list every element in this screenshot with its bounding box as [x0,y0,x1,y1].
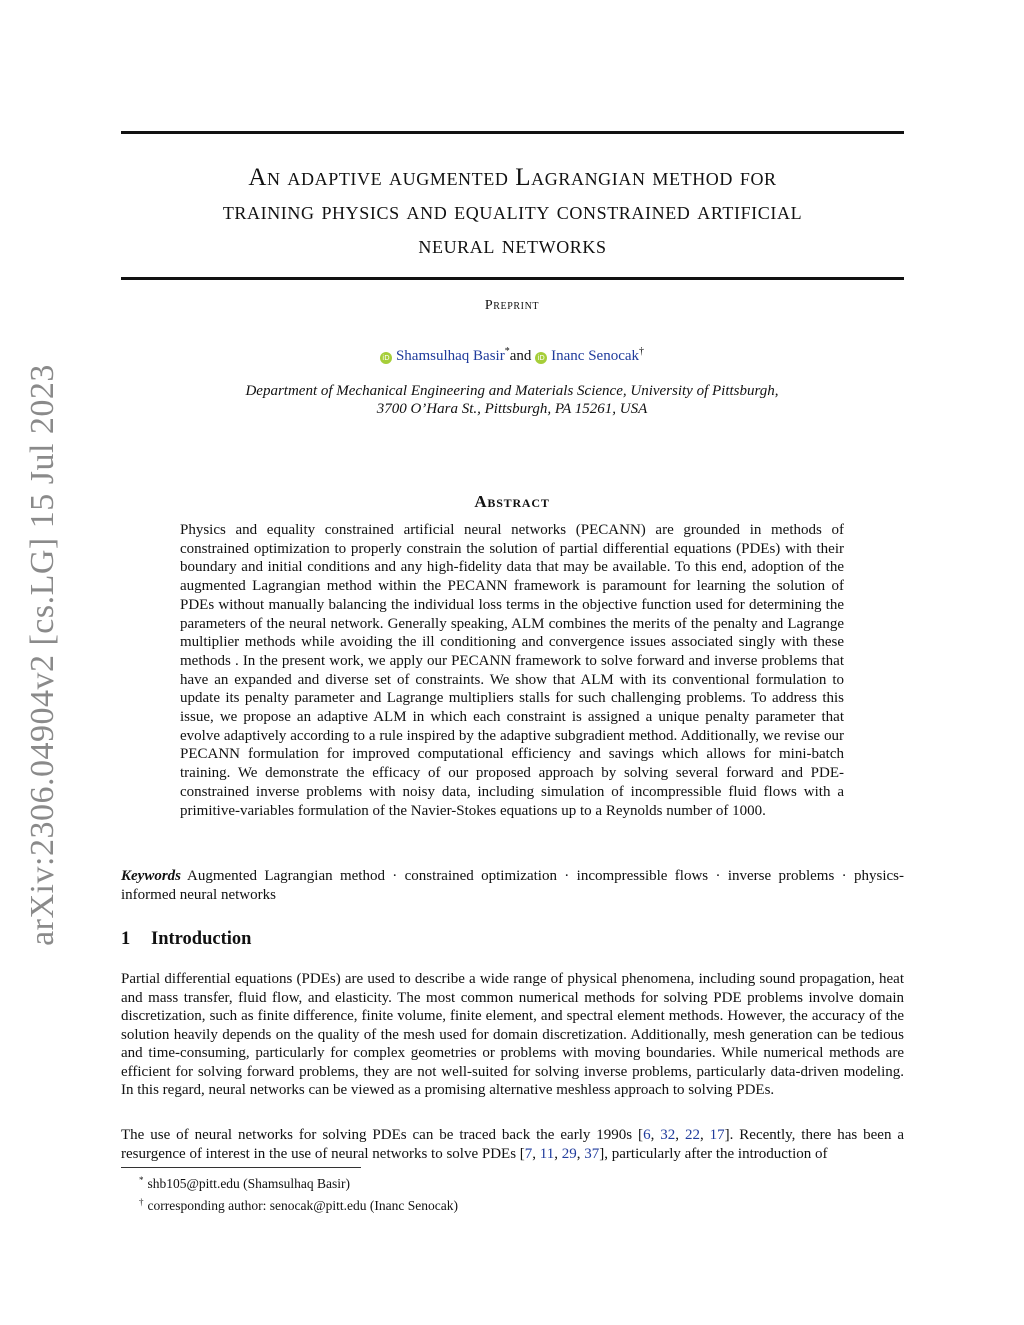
affiliation [0,382,1024,418]
citation-separator: , [675,1127,685,1143]
section-title: Introduction [151,929,252,949]
keywords [121,867,904,905]
text-run: ], particularly after the introduction of [599,1145,828,1162]
abstract-heading: Abstract [474,492,550,511]
footnote-1-text: shb105@pitt.edu (Shamsulhaq Basir) [147,1176,351,1191]
citation-link[interactable]: 32 [660,1127,676,1143]
title-line-2: training physics and equality constrained artificial [222,198,803,225]
citation-separator: , [532,1145,540,1162]
section-number: 1 [121,929,131,949]
orcid-icon[interactable]: iD [380,352,392,364]
citation-separator: , [650,1127,661,1143]
keywords-label: Keywords [121,868,181,884]
footnote-1-mark: * [139,1175,144,1185]
orcid-icon[interactable]: iD [535,352,547,364]
citation-separator: , [576,1145,585,1162]
intro-paragraph-2-text [121,1126,904,1163]
arxiv-identifier-stamp [8,365,78,945]
text-run: The use of neural networks for solving PDEs can be traced back the early 1990s [ [121,1127,644,1143]
intro-paragraph-1 [121,970,904,1100]
affiliation-line-1: Department of Mechanical Engineering and Materials Science, University of Pittsburgh, [245,383,779,399]
keywords-text: Augmented Lagrangian method · constrained optimization · incompressible flows · inverse problems · physics-informed neural networks [121,868,904,903]
footnote-2-text: corresponding author: senocak@pitt.edu (Inanc Senocak) [147,1198,458,1213]
intro-paragraph-1-text: Partial differential equations (PDEs) are used to describe a wide range of physical phenomena, including sound propagation, heat and mass transfer, fluid flow, and elasticity. The most common numerical methods for solving PDE problems involve domain discretization, such as finite difference, finite volume, finite element, and spectral element methods. However, the accuracy of the solution heavily depends on the quality of the mesh used for domain discretization. Additionally, mesh generation can be tedious and time-consuming, particularly for complex geometries or problems with moving boundaries. While numerical methods are efficient for solving forward problems, they are not well-suited for solving inverse problems, particularly data-driven modeling. In this regard, neural networks can be viewed as a promising alternative meshless approach to solving PDEs. [121,971,904,1098]
author-list [0,346,1024,365]
citation-link[interactable]: 37 [584,1145,600,1162]
title-line-1: An adaptive augmented Lagrangian method for [248,164,777,191]
author-link-basir[interactable]: Shamsulhaq Basir [395,348,505,364]
citation-link[interactable]: 22 [684,1127,700,1143]
citation-separator: , [699,1127,710,1143]
citation-separator: , [554,1145,562,1162]
title-top-rule [121,131,904,134]
intro-paragraph-2 [121,1126,904,1163]
abstract-body [180,521,844,820]
text-run: ]. Recently, there has been a resurgence of interest in the use of neural networks to solve PDEs [ [121,1127,905,1162]
citation-link[interactable]: 7 [524,1145,533,1162]
footnote-1 [139,1171,458,1193]
title-bottom-rule [121,277,904,280]
footnote-2-mark: † [139,1197,144,1207]
citation-link[interactable]: 11 [539,1145,555,1162]
arxiv-identifier-text: arXiv:2306.04904v2 [cs.LG] 15 Jul 2023 [24,364,62,946]
section-heading-introduction [121,929,251,950]
author-conjunction: and [509,348,532,364]
affiliation-line-2: 3700 O’Hara St., Pittsburgh, PA 15261, USA [376,401,648,417]
author-footnote-mark-2[interactable]: † [639,346,645,357]
author-footnote-mark-1[interactable]: * [504,346,510,357]
author-link-senocak[interactable]: Inanc Senocak [551,348,640,364]
footnotes [139,1171,458,1215]
title-line-3: neural networks [418,232,607,259]
paper-title [121,161,904,263]
abstract-text: Physics and equality constrained artificial neural networks (PECANN) are grounded in methods of constrained optimization to properly constrain the solution of partial differential equations (PDEs) with their boundary and initial conditions and any high-fidelity data that may be available. To this end, adoption of the augmented Lagrangian method within the PECANN framework is paramount for learning the solution of PDEs without manually balancing the individual loss terms in the objective function used for determining the parameters of the neural network. Generally speaking, ALM combines the merits of the penalty and Lagrange multiplier methods while avoiding the ill conditioning and convergence issues associated singly with these methods . In the present work, we apply our PECANN framework to solve forward and inverse problems that have an expanded and diverse set of constraints. We show that ALM with its conventional formulation to update its penalty parameter and Lagrange multipliers stalls for such challenging problems. To address this issue, we propose an adaptive ALM in which each constraint is assigned a unique penalty parameter that evolve adaptively according to a rule inspired by the adaptive subgradient method. Additionally, we revise our PECANN formulation for improved computational efficiency and savings which allows for mini-batch training. We demonstrate the efficacy of our proposed approach by solving several forward and PDE-constrained inverse problems with noisy data, including simulation of incompressible fluid flows with a primitive-variables formulation of the Navier-Stokes equations up to a Reynolds number of 1000. [180,522,844,819]
footnote-rule [121,1167,361,1168]
citation-link[interactable]: 17 [709,1127,725,1143]
footnote-2 [139,1193,458,1215]
preprint-label: Preprint [484,298,540,313]
citation-link[interactable]: 6 [643,1127,651,1143]
citation-link[interactable]: 29 [561,1145,577,1162]
